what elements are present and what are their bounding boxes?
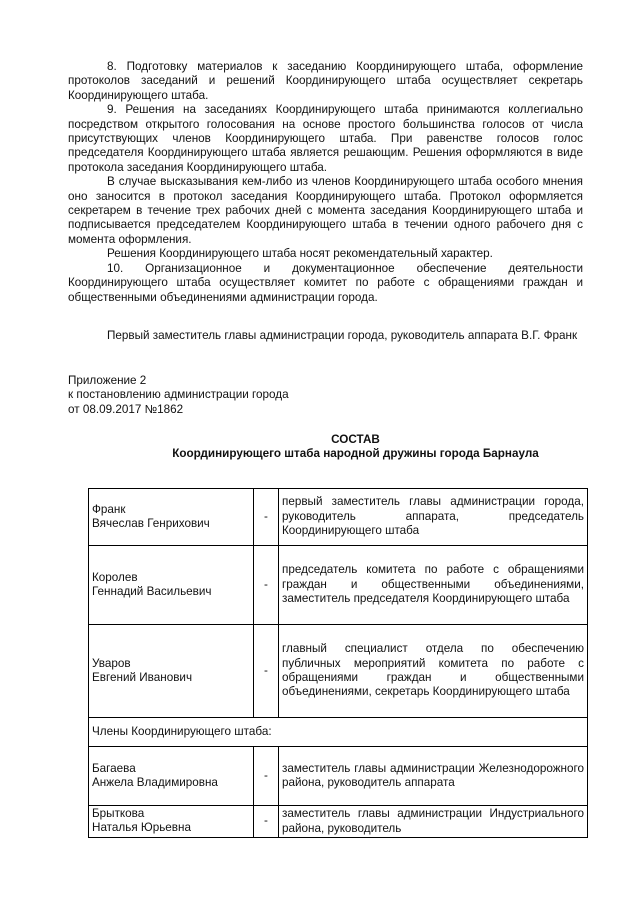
title-subheading: Координирующего штаба народной дружины города Барнаула [172,447,539,461]
title-heading: СОСТАВ [331,433,380,446]
member-role-text: заместитель главы администрации Индустриального района, руководитель [282,807,584,835]
signature-line: Первый заместитель главы администрации города, руководитель аппарата В.Г. Франк [107,329,578,342]
table-row [89,806,588,838]
member-given-name: Евгений Иванович [92,671,193,684]
table-row [89,747,588,806]
table-row [89,718,588,747]
member-given-name: Вячеслав Генрихович [92,517,210,530]
member-role: председатель комитета по работе с обращениями граждан и общественными объединениями, заместитель председателя Координирующего штаба [279,546,588,625]
member-given-name: Анжела Владимировна [92,776,218,789]
table-row [89,625,588,718]
member-surname: Уваров [92,656,131,670]
member-name [89,806,254,838]
member-surname: Королев [92,570,138,584]
dash-separator: - [254,747,279,806]
dash-separator: - [254,625,279,718]
paragraph-9: 9. Решения на заседаниях Координирующего штаба принимаются коллегиально посредством открытого голосования на основе простого большинства голосов от числа присутствующих членов Координирующего штаба. При равенстве голосов голос председателя Координирующего штаба является решающим. Решения оформляются в виде протокола заседания Координирующего штаба. [68,103,583,174]
appendix-reference: к постановлению администрации города [68,388,289,402]
paragraph-10: 10. Организационное и документационное обеспечение деятельности Координирующего штаба осуществляет комитет по работе с обращениями граждан и общественными объединениями администрации города. [68,261,583,304]
member-given-name: Наталья Юрьевна [92,821,191,835]
regulation-body [68,60,583,305]
table-row [89,489,588,546]
appendix-date: от 08.09.2017 №1862 [68,402,184,416]
paragraph-recommendations: Решения Координирующего штаба носят рекомендательный характер. [107,247,493,261]
dash-separator: - [254,806,279,838]
table-row [89,546,588,625]
member-given-name: Геннадий Васильевич [92,585,212,598]
member-name [89,546,254,625]
member-name [89,625,254,718]
member-role: заместитель главы администрации Железнодорожного района, руководитель аппарата [279,747,588,806]
member-name [89,489,254,546]
member-surname: Багаева [92,761,136,775]
appendix-number: Приложение 2 [68,374,147,387]
members-label: Члены Координирующего штаба: [89,718,588,747]
signature-block [68,329,583,343]
member-role: первый заместитель главы администрации города, руководитель аппарата, председатель Координирующего штаба [279,489,588,546]
paragraph-dissent: В случае высказывания кем-либо из членов Координирующего штаба особого мнения оно заносится в протокол заседания Координирующего штаба. Протокол оформляется секретарем в течение трех рабочих дней с момента заседания Координирующего штаба и подписывается председателем Координирующего штаба в течении одного рабочего дня с момента оформления. [68,175,583,246]
paragraph-8: 8. Подготовку материалов к заседанию Координирующего штаба, оформление протоколов заседаний и решений Координирующего штаба осуществляет секретарь Координирующего штаба. [68,60,583,102]
member-role [279,806,588,838]
member-surname: Брыткова [92,807,145,820]
composition-title [68,433,640,462]
member-surname: Франк [92,502,126,516]
composition-table [88,488,588,838]
dash-separator: - [254,546,279,625]
dash-separator: - [254,489,279,546]
member-name [89,747,254,806]
member-role: главный специалист отдела по обеспечению публичных мероприятий комитета по работе с обращениями граждан и общественными объединениями, секретарь Координирующего штаба [279,625,588,718]
appendix-header [68,374,583,417]
